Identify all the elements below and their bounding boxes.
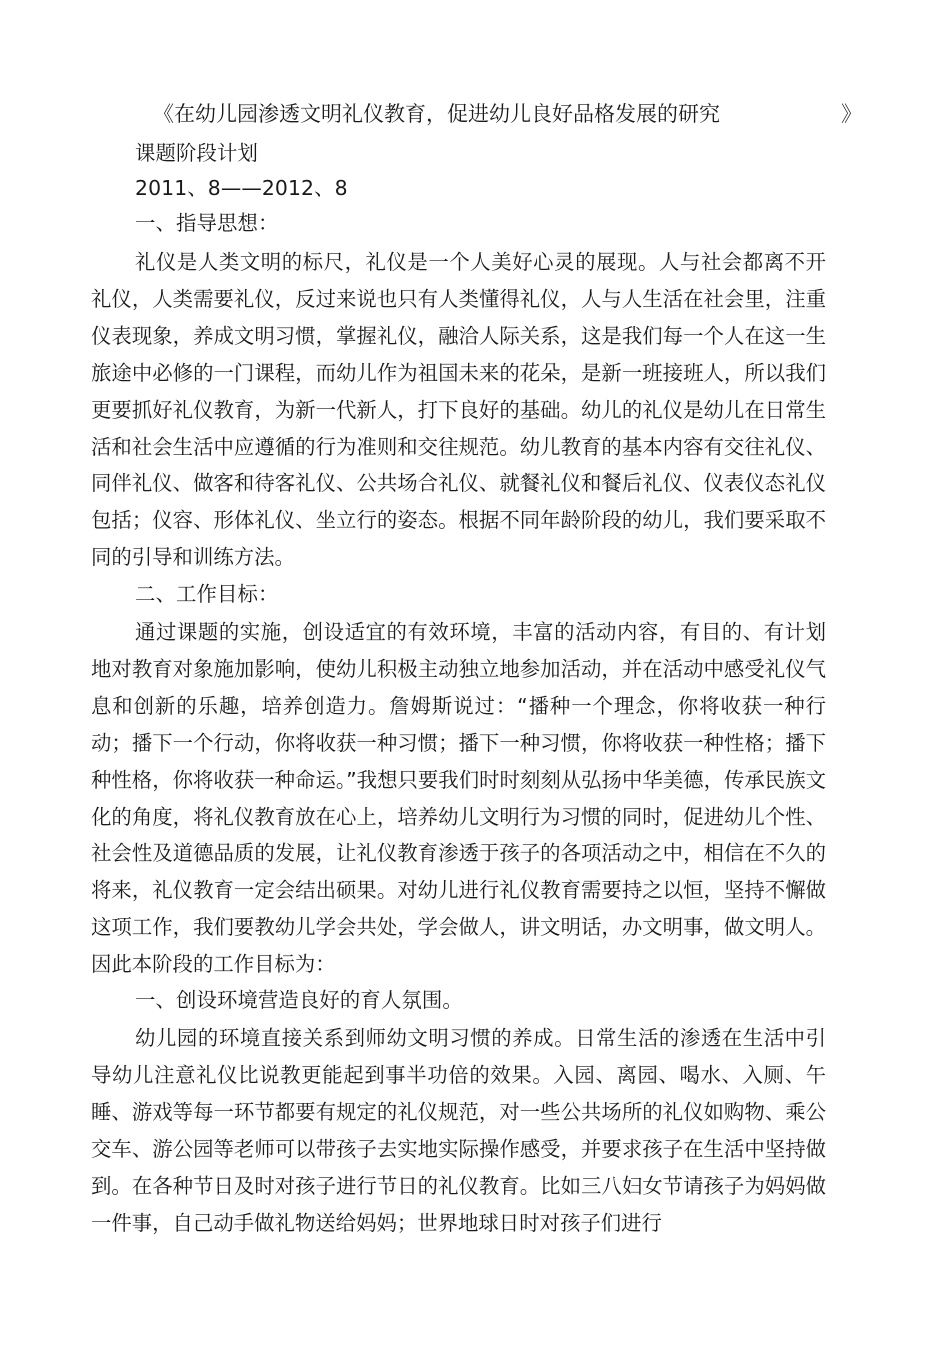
title-open-bracket: 《 [153,102,174,126]
paragraph-environment: 幼儿园的环境直接关系到师幼文明习惯的养成。日常生活的渗透在生活中引导幼儿注意礼仪比说教更能起到事半功倍的效果。入园、离园、喝水、入厕、午睡、游戏等每一环节都要有规定的礼仪规范，对一些公共场所的礼仪如购物、乘公交车、游公园等老师可以带孩子去实地实际操作感受，并要求孩子在生活中坚持做到。在各种节日及时对孩子进行节日的礼仪教育。比如三八妇女节请孩子为妈妈做一件事，自己动手做礼物送给妈妈；世界地球日时对孩子们进行 [91,1026,826,1235]
paragraph-guiding-thought: 礼仪是人类文明的标尺，礼仪是一个人美好心灵的展现。人与社会都离不开礼仪，人类需要礼仪，反过来说也只有人类懂得礼仪，人与人生活在社会里，注重仪表现象，养成文明习惯，掌握礼仪，融洽人际关系，这是我们每一个人在这一生旅途中必修的一门课程，而幼儿作为祖国未来的花朵，是新一班接班人，所以我们更要抓好礼仪教育，为新一代新人，打下良好的基础。幼儿的礼仪是幼儿在日常生活和社会生活中应遵循的行为准则和交往规范。幼儿教育的基本内容有交往礼仪、同伴礼仪、做客和待客礼仪、公共场合礼仪、就餐礼仪和餐后礼仪、仪表仪态礼仪包括；仪容、形体礼仪、坐立行的姿态。根据不同年龄阶段的幼儿，我们要采取不同的引导和训练方法。 [91,250,826,570]
title-text: 在幼儿园渗透文明礼仪教育，促进幼儿良好品格发展的研究 [174,102,720,126]
title-close-bracket: 》 [841,102,862,126]
section-heading-guiding-thought: 一、指导思想： [135,211,279,235]
document-title [135,97,865,131]
subtitle: 课题阶段计划 [135,141,258,165]
section-heading-work-goals: 二、工作目标： [135,582,279,606]
paragraph-work-goals: 通过课题的实施，创设适宜的有效环境，丰富的活动内容，有目的、有计划地对教育对象施加影响，使幼儿积极主动独立地参加活动，并在活动中感受礼仪气息和创新的乐趣，培养创造力。詹姆斯说过：“播种一个理念，你将收获一种行动；播下一个行动，你将收获一种习惯；播下一种习惯，你将收获一种性格；播下种性格，你将收获一种命运。”我想只要我们时时刻刻从弘扬中华美德，传承民族文化的角度，将礼仪教育放在心上，培养幼儿文明行为习惯的同时，促进幼儿个性、社会性及道德品质的发展，让礼仪教育渗透于孩子的各项活动之中，相信在不久的将来，礼仪教育一定会结出硕果。对幼儿进行礼仪教育需要持之以恒，坚持不懈做这项工作，我们要教幼儿学会共处，学会做人，讲文明话，办文明事，做文明人。因此本阶段的工作目标为： [91,620,826,977]
date-range: 2011、8——2012、8 [135,176,348,200]
goal-heading-environment: 一、创设环境营造良好的育人氛围。 [135,988,463,1012]
